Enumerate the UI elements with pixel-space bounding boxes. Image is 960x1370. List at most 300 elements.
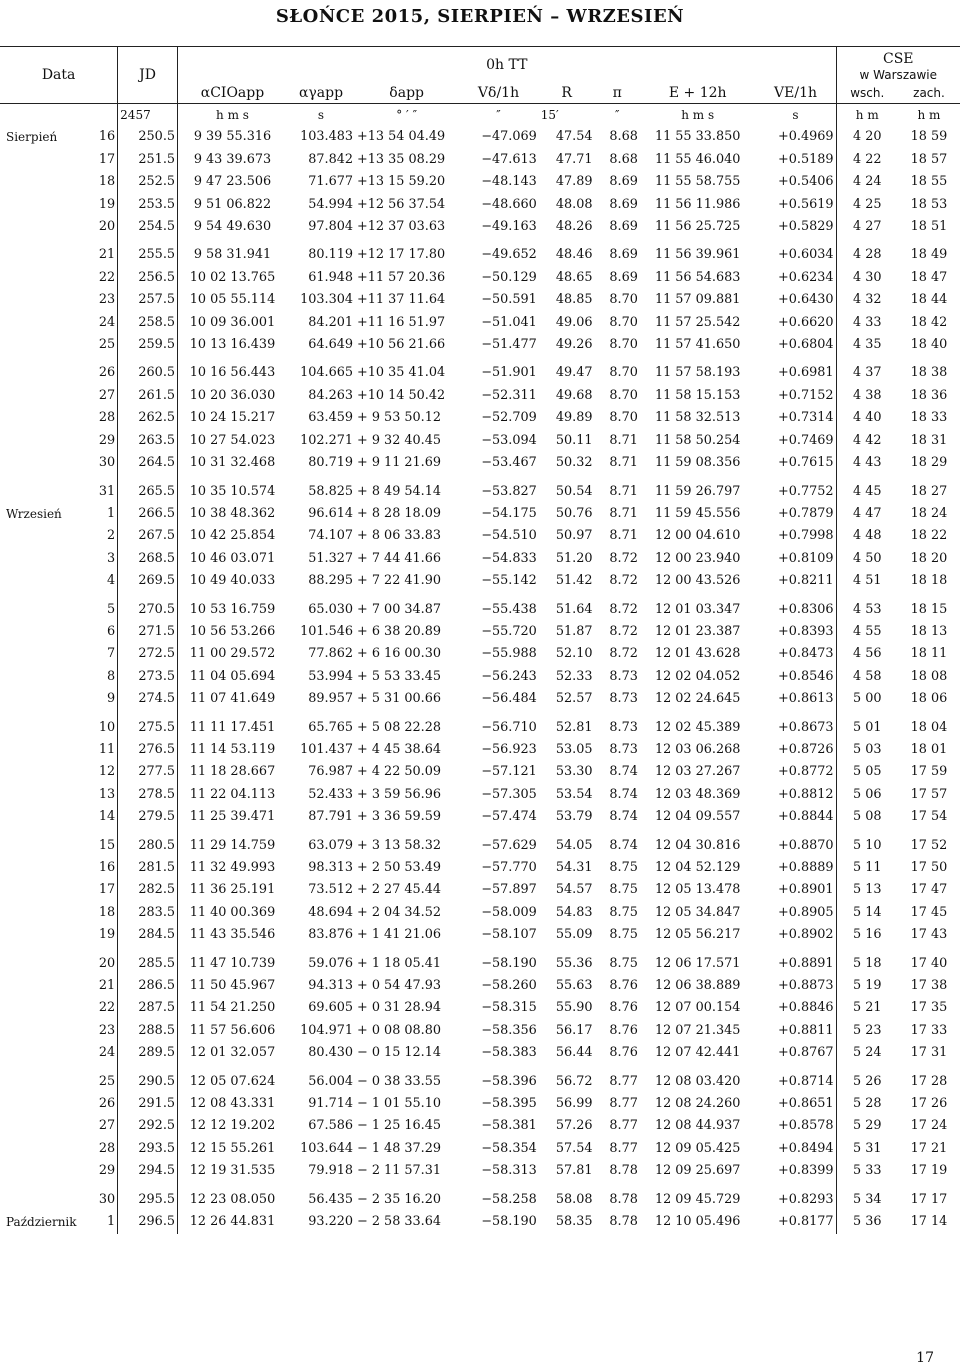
v-delta-cell: −56.243: [481, 668, 537, 684]
pi-cell: 8.70: [609, 410, 638, 426]
ve-cell: +0.6620: [778, 314, 834, 330]
ve-cell: +0.6981: [778, 365, 834, 381]
rise-cell: 4 24: [836, 171, 898, 193]
ve-cell: +0.8546: [778, 668, 834, 684]
alpha-cio-cell: 11 00 29.572: [178, 643, 287, 665]
day-cell: 16: [98, 860, 116, 875]
v-delta-cell: −52.311: [481, 387, 537, 403]
header-ve: VE/1h: [755, 83, 836, 104]
rise-cell: 5 01: [836, 711, 898, 739]
day-cell: 10: [98, 719, 116, 735]
v-delta-cell: −54.510: [481, 528, 537, 544]
e12-cell: 12 01 03.347: [654, 601, 741, 617]
set-cell: 18 51: [910, 219, 948, 235]
month-cell: [0, 216, 91, 238]
page-number: 17: [916, 1350, 934, 1366]
pi-cell: 8.75: [609, 904, 638, 920]
month-cell: [0, 784, 91, 806]
table-row: [0, 1065, 960, 1093]
set-cell: 17 19: [910, 1163, 948, 1179]
day-cell: 12: [98, 764, 116, 780]
set-cell: 17 47: [910, 882, 948, 898]
delta-cell: + 4 45 38.64: [357, 741, 442, 757]
alpha-cio-cell: 11 22 04.113: [178, 784, 287, 806]
alpha-gamma-cell: 71.677: [308, 174, 354, 190]
alpha-gamma-cell: 64.649: [308, 337, 354, 353]
r-cell: 56.72: [555, 1073, 593, 1089]
day-cell: 29: [98, 1163, 116, 1179]
v-delta-cell: −56.484: [481, 691, 537, 707]
rise-cell: 5 08: [836, 806, 898, 828]
month-cell: [0, 312, 91, 334]
day-cell: 23: [98, 1022, 116, 1038]
alpha-cio-cell: 12 19 31.535: [178, 1160, 287, 1182]
e12-cell: 12 08 44.937: [654, 1118, 741, 1134]
r-cell: 53.79: [555, 809, 593, 825]
day-cell: 17: [98, 151, 116, 167]
delta-cell: + 6 38 20.89: [357, 623, 442, 639]
alpha-gamma-cell: 93.220: [308, 1214, 354, 1230]
jd-cell: 288.5: [118, 1020, 178, 1042]
delta-cell: +12 56 37.54: [357, 196, 446, 212]
delta-cell: − 2 58 33.64: [357, 1214, 442, 1230]
pi-cell: 8.73: [609, 741, 638, 757]
jd-cell: 268.5: [118, 548, 178, 570]
delta-cell: + 2 04 34.52: [357, 904, 442, 920]
month-cell: [0, 1138, 91, 1160]
pi-cell: 8.72: [609, 601, 638, 617]
e12-cell: 12 05 34.847: [654, 904, 741, 920]
set-cell: 18 08: [910, 668, 948, 684]
header-r: R: [539, 83, 595, 104]
alpha-cio-cell: 9 54 49.630: [178, 216, 287, 238]
r-cell: 49.06: [555, 314, 593, 330]
jd-cell: 290.5: [118, 1065, 178, 1093]
e12-cell: 12 02 24.645: [654, 691, 741, 707]
table-row: [0, 570, 960, 592]
alpha-gamma-cell: 84.263: [308, 387, 354, 403]
r-cell: 58.35: [555, 1214, 593, 1230]
delta-cell: +10 35 41.04: [357, 365, 446, 381]
month-cell: [0, 1042, 91, 1064]
day-cell: 26: [98, 1096, 116, 1112]
e12-cell: 12 04 09.557: [654, 809, 741, 825]
r-cell: 49.89: [555, 410, 593, 426]
ve-cell: +0.6234: [778, 269, 834, 285]
ve-cell: +0.8494: [778, 1140, 834, 1156]
e12-cell: 12 08 24.260: [654, 1096, 741, 1112]
jd-cell: 279.5: [118, 806, 178, 828]
table-row: [0, 171, 960, 193]
e12-cell: 12 03 27.267: [654, 764, 741, 780]
rise-cell: 4 27: [836, 216, 898, 238]
alpha-cio-cell: 9 58 31.941: [178, 238, 287, 266]
day-cell: 23: [98, 292, 116, 308]
table-row: [0, 997, 960, 1019]
ephemeris-table: [0, 46, 960, 1234]
rise-cell: 5 23: [836, 1020, 898, 1042]
header-jd: JD: [118, 47, 178, 104]
pi-cell: 8.70: [609, 314, 638, 330]
jd-cell: 277.5: [118, 761, 178, 783]
ve-cell: +0.7314: [778, 410, 834, 426]
v-delta-cell: −53.827: [481, 483, 537, 499]
alpha-cio-cell: 11 04 05.694: [178, 666, 287, 688]
month-cell: [0, 1020, 91, 1042]
header-cse-label: CSE: [883, 51, 914, 67]
month-cell: [0, 475, 91, 503]
day-cell: 27: [98, 1118, 116, 1134]
pi-cell: 8.71: [609, 432, 638, 448]
jd-cell: 281.5: [118, 857, 178, 879]
alpha-cio-cell: 10 38 48.362: [178, 503, 287, 525]
pi-cell: 8.71: [609, 483, 638, 499]
alpha-gamma-cell: 88.295: [308, 573, 354, 589]
rise-cell: 4 38: [836, 385, 898, 407]
v-delta-cell: −55.438: [481, 601, 537, 617]
table-row: [0, 1138, 960, 1160]
v-delta-cell: −55.988: [481, 646, 537, 662]
alpha-gamma-cell: 80.119: [308, 247, 354, 263]
alpha-gamma-cell: 63.079: [308, 837, 354, 853]
jd-cell: 283.5: [118, 902, 178, 924]
day-cell: 26: [98, 365, 116, 381]
alpha-cio-cell: 10 13 16.439: [178, 334, 287, 356]
alpha-cio-cell: 11 47 10.739: [178, 947, 287, 975]
r-cell: 52.10: [555, 646, 593, 662]
pi-cell: 8.76: [609, 1022, 638, 1038]
pi-cell: 8.77: [609, 1140, 638, 1156]
alpha-gamma-cell: 101.437: [300, 741, 354, 757]
ve-cell: +0.8393: [778, 623, 834, 639]
r-cell: 51.42: [555, 573, 593, 589]
delta-cell: − 1 25 16.45: [357, 1118, 442, 1134]
r-cell: 54.57: [555, 882, 593, 898]
jd-cell: 259.5: [118, 334, 178, 356]
alpha-gamma-cell: 103.644: [300, 1140, 354, 1156]
set-cell: 18 06: [910, 691, 948, 707]
set-cell: 18 22: [910, 528, 948, 544]
month-cell: [0, 997, 91, 1019]
set-cell: 18 57: [910, 151, 948, 167]
ve-cell: +0.4969: [778, 129, 834, 145]
delta-cell: + 9 32 40.45: [357, 432, 442, 448]
set-cell: 17 50: [910, 860, 948, 875]
e12-cell: 11 59 08.356: [654, 455, 741, 471]
unit-delta: ° ′ ″: [396, 108, 418, 122]
alpha-gamma-cell: 76.987: [308, 764, 354, 780]
jd-cell: 280.5: [118, 829, 178, 857]
alpha-gamma-cell: 91.714: [308, 1096, 354, 1112]
e12-cell: 12 05 56.217: [654, 927, 741, 943]
set-cell: 17 26: [910, 1096, 948, 1112]
r-cell: 56.44: [555, 1045, 593, 1061]
month-cell: [0, 666, 91, 688]
pi-cell: 8.69: [609, 247, 638, 263]
jd-cell: 260.5: [118, 356, 178, 384]
page-title: SŁOŃCE 2015, SIERPIEŃ – WRZESIEŃ: [275, 6, 685, 27]
e12-cell: 12 09 05.425: [654, 1140, 741, 1156]
set-cell: 17 14: [910, 1214, 948, 1230]
alpha-cio-cell: 12 26 44.831: [178, 1211, 287, 1233]
jd-cell: 292.5: [118, 1115, 178, 1137]
set-cell: 18 47: [910, 269, 948, 285]
table-row: [0, 430, 960, 452]
alpha-cio-cell: 11 11 17.451: [178, 711, 287, 739]
ve-cell: +0.6034: [778, 247, 834, 263]
alpha-cio-cell: 10 16 56.443: [178, 356, 287, 384]
day-cell: 28: [98, 410, 116, 426]
pi-cell: 8.70: [609, 387, 638, 403]
delta-cell: − 2 11 57.31: [357, 1163, 442, 1179]
header-cse-place: w Warszawie: [859, 68, 937, 82]
table-row: [0, 902, 960, 924]
jd-cell: 253.5: [118, 194, 178, 216]
jd-cell: 256.5: [118, 267, 178, 289]
set-cell: 18 24: [910, 505, 948, 521]
pi-cell: 8.73: [609, 668, 638, 684]
jd-cell: 251.5: [118, 149, 178, 171]
pi-cell: 8.75: [609, 955, 638, 971]
pi-cell: 8.74: [609, 809, 638, 825]
r-cell: 50.97: [555, 528, 593, 544]
r-cell: 52.81: [555, 719, 593, 735]
jd-cell: 276.5: [118, 739, 178, 761]
ve-cell: +0.5829: [778, 219, 834, 235]
ve-cell: +0.8846: [778, 1000, 834, 1016]
v-delta-cell: −48.660: [481, 196, 537, 212]
delta-cell: + 4 22 50.09: [357, 764, 442, 780]
rise-cell: 5 16: [836, 924, 898, 946]
table-row: [0, 761, 960, 783]
month-cell: [0, 761, 91, 783]
alpha-cio-cell: 11 50 45.967: [178, 975, 287, 997]
rise-cell: 5 29: [836, 1115, 898, 1137]
header-zach: zach.: [898, 83, 960, 104]
e12-cell: 11 58 32.513: [654, 410, 741, 426]
delta-cell: + 3 59 56.96: [357, 786, 442, 802]
unit-r: 15′: [540, 108, 559, 122]
r-cell: 54.05: [555, 837, 593, 853]
alpha-gamma-cell: 102.271: [300, 432, 354, 448]
v-delta-cell: −58.356: [481, 1022, 537, 1038]
rise-cell: 4 55: [836, 621, 898, 643]
table-row: [0, 452, 960, 474]
month-cell: [0, 806, 91, 828]
jd-cell: 254.5: [118, 216, 178, 238]
set-cell: 18 38: [910, 365, 948, 381]
alpha-gamma-cell: 59.076: [308, 955, 354, 971]
ve-cell: +0.8873: [778, 978, 834, 994]
pi-cell: 8.74: [609, 786, 638, 802]
ve-cell: +0.8889: [778, 860, 834, 875]
v-delta-cell: −49.652: [481, 247, 537, 263]
pi-cell: 8.71: [609, 455, 638, 471]
alpha-gamma-cell: 67.586: [308, 1118, 354, 1134]
pi-cell: 8.75: [609, 860, 638, 875]
alpha-gamma-cell: 103.304: [300, 292, 354, 308]
alpha-gamma-cell: 48.694: [308, 904, 354, 920]
pi-cell: 8.76: [609, 1000, 638, 1016]
alpha-gamma-cell: 53.994: [308, 668, 354, 684]
table-row: [0, 643, 960, 665]
month-cell: [0, 593, 91, 621]
delta-cell: + 6 16 00.30: [357, 646, 442, 662]
v-delta-cell: −58.315: [481, 1000, 537, 1016]
r-cell: 57.26: [555, 1118, 593, 1134]
r-cell: 47.54: [555, 129, 593, 145]
v-delta-cell: −57.897: [481, 882, 537, 898]
jd-cell: 262.5: [118, 407, 178, 429]
ve-cell: +0.7879: [778, 505, 834, 521]
jd-cell: 252.5: [118, 171, 178, 193]
r-cell: 50.54: [555, 483, 593, 499]
delta-cell: − 1 48 37.29: [357, 1140, 442, 1156]
set-cell: 18 44: [910, 292, 948, 308]
pi-cell: 8.73: [609, 691, 638, 707]
alpha-gamma-cell: 65.030: [308, 601, 354, 617]
delta-cell: +10 56 21.66: [357, 337, 446, 353]
pi-cell: 8.68: [609, 129, 638, 145]
ve-cell: +0.6804: [778, 337, 834, 353]
v-delta-cell: −57.305: [481, 786, 537, 802]
rise-cell: 5 14: [836, 902, 898, 924]
alpha-cio-cell: 12 12 19.202: [178, 1115, 287, 1137]
ve-cell: +0.8772: [778, 764, 834, 780]
ve-cell: +0.8905: [778, 904, 834, 920]
e12-cell: 12 09 45.729: [654, 1191, 741, 1207]
pi-cell: 8.78: [609, 1163, 638, 1179]
ve-cell: +0.8306: [778, 601, 834, 617]
rise-cell: 5 24: [836, 1042, 898, 1064]
day-cell: 3: [107, 550, 116, 566]
set-cell: 18 31: [910, 432, 948, 448]
r-cell: 48.65: [555, 269, 593, 285]
jd-cell: 296.5: [118, 1211, 178, 1233]
delta-cell: + 2 50 53.49: [357, 860, 442, 875]
alpha-cio-cell: 9 51 06.822: [178, 194, 287, 216]
v-delta-cell: −57.121: [481, 764, 537, 780]
month-cell: [0, 1065, 91, 1093]
rise-cell: 5 28: [836, 1093, 898, 1115]
set-cell: 18 13: [910, 623, 948, 639]
day-cell: 29: [98, 432, 116, 448]
day-cell: 1: [107, 1214, 116, 1230]
e12-cell: 12 07 42.441: [654, 1045, 741, 1061]
e12-cell: 12 07 21.345: [654, 1022, 741, 1038]
alpha-cio-cell: 10 42 25.854: [178, 525, 287, 547]
table-row: [0, 1115, 960, 1137]
delta-cell: − 1 01 55.10: [357, 1096, 442, 1112]
v-delta-cell: −58.190: [481, 955, 537, 971]
rise-cell: 4 33: [836, 312, 898, 334]
table-row: [0, 975, 960, 997]
r-cell: 55.63: [555, 978, 593, 994]
r-cell: 48.85: [555, 292, 593, 308]
r-cell: 54.83: [555, 904, 593, 920]
set-cell: 17 35: [910, 1000, 948, 1016]
table-row: [0, 407, 960, 429]
e12-cell: 11 57 25.542: [654, 314, 741, 330]
ve-cell: +0.8578: [778, 1118, 834, 1134]
alpha-gamma-cell: 80.430: [308, 1045, 354, 1061]
unit-wsch: h m: [836, 104, 898, 127]
day-cell: 2: [107, 528, 116, 544]
e12-cell: 12 06 38.889: [654, 978, 741, 994]
r-cell: 48.46: [555, 247, 593, 263]
jd-cell: 274.5: [118, 688, 178, 710]
alpha-gamma-cell: 89.957: [308, 691, 354, 707]
alpha-gamma-cell: 94.313: [308, 978, 354, 994]
pi-cell: 8.78: [609, 1191, 638, 1207]
r-cell: 48.26: [555, 219, 593, 235]
jd-cell: 265.5: [118, 475, 178, 503]
rise-cell: 5 10: [836, 829, 898, 857]
delta-cell: + 0 54 47.93: [357, 978, 442, 994]
v-delta-cell: −58.395: [481, 1096, 537, 1112]
e12-cell: 11 55 46.040: [654, 151, 741, 167]
ve-cell: +0.8714: [778, 1073, 834, 1089]
table-row: [0, 784, 960, 806]
e12-cell: 12 07 00.154: [654, 1000, 741, 1016]
jd-cell: 287.5: [118, 997, 178, 1019]
delta-cell: +11 16 51.97: [357, 314, 446, 330]
ve-cell: +0.7998: [778, 528, 834, 544]
ve-cell: +0.8767: [778, 1045, 834, 1061]
alpha-cio-cell: 12 01 32.057: [178, 1042, 287, 1064]
set-cell: 18 04: [910, 719, 948, 735]
set-cell: 18 29: [910, 455, 948, 471]
pi-cell: 8.69: [609, 219, 638, 235]
ve-cell: +0.8613: [778, 691, 834, 707]
set-cell: 18 33: [910, 410, 948, 426]
alpha-cio-cell: 11 25 39.471: [178, 806, 287, 828]
r-cell: 49.26: [555, 337, 593, 353]
ve-cell: +0.8399: [778, 1163, 834, 1179]
pi-cell: 8.74: [609, 837, 638, 853]
delta-cell: − 0 15 12.14: [357, 1045, 442, 1061]
day-cell: 20: [98, 955, 116, 971]
rise-cell: 4 37: [836, 356, 898, 384]
rise-cell: 4 50: [836, 548, 898, 570]
day-cell: 6: [107, 623, 116, 639]
day-cell: 24: [98, 1045, 116, 1061]
alpha-cio-cell: 10 05 55.114: [178, 289, 287, 311]
alpha-gamma-cell: 97.804: [308, 219, 354, 235]
header-cse: [836, 47, 960, 84]
ve-cell: +0.8651: [778, 1096, 834, 1112]
ve-cell: +0.8811: [778, 1022, 834, 1038]
v-delta-cell: −47.069: [481, 129, 537, 145]
table-row: [0, 593, 960, 621]
e12-cell: 12 04 30.816: [654, 837, 741, 853]
table-row: [0, 1183, 960, 1211]
alpha-cio-cell: 10 27 54.023: [178, 430, 287, 452]
r-cell: 58.08: [555, 1191, 593, 1207]
day-cell: 31: [98, 483, 116, 499]
delta-cell: + 9 11 21.69: [357, 455, 442, 471]
rise-cell: 5 03: [836, 739, 898, 761]
jd-cell: 273.5: [118, 666, 178, 688]
v-delta-cell: −55.142: [481, 573, 537, 589]
alpha-cio-cell: 10 31 32.468: [178, 452, 287, 474]
pi-cell: 8.72: [609, 623, 638, 639]
day-cell: 21: [98, 247, 116, 263]
v-delta-cell: −58.260: [481, 978, 537, 994]
pi-cell: 8.73: [609, 719, 638, 735]
delta-cell: + 9 53 50.12: [357, 410, 442, 426]
set-cell: 18 01: [910, 741, 948, 757]
